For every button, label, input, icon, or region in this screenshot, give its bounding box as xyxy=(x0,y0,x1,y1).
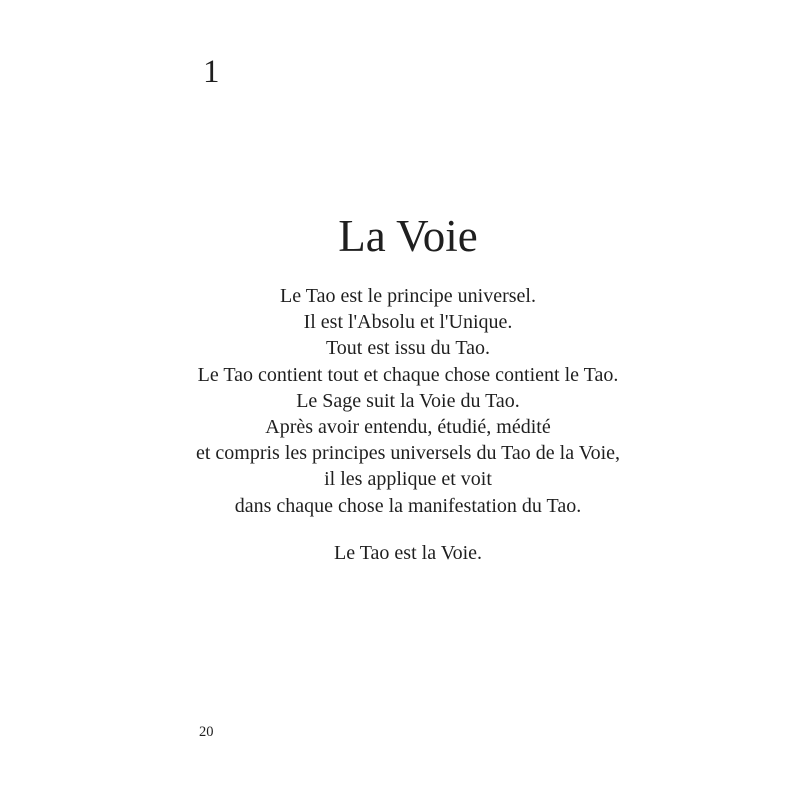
poem-line: il les applique et voit xyxy=(324,468,492,491)
closing-line: Le Tao est la Voie. xyxy=(333,542,483,564)
poem-line: Tout est issu du Tao. xyxy=(325,337,491,360)
poem-line: Le Tao contient tout et chaque chose contient le Tao. xyxy=(197,363,619,386)
page-number: 20 xyxy=(199,724,214,740)
poem-line: Après avoir entendu, étudié, médité xyxy=(265,416,551,439)
poem-line: et compris les principes universels du Tao de la Voie, xyxy=(195,442,621,465)
chapter-number: 1 xyxy=(203,54,220,90)
poem-line: Il est l'Absolu et l'Unique. xyxy=(303,311,513,334)
chapter-title: La Voie xyxy=(338,211,478,261)
poem-line: dans chaque chose la manifestation du Tao. xyxy=(234,494,582,517)
poem-block xyxy=(8,283,800,519)
poem-line: Le Tao est le principe universel. xyxy=(280,285,536,307)
poem-line: Le Sage suit la Voie du Tao. xyxy=(296,389,520,412)
